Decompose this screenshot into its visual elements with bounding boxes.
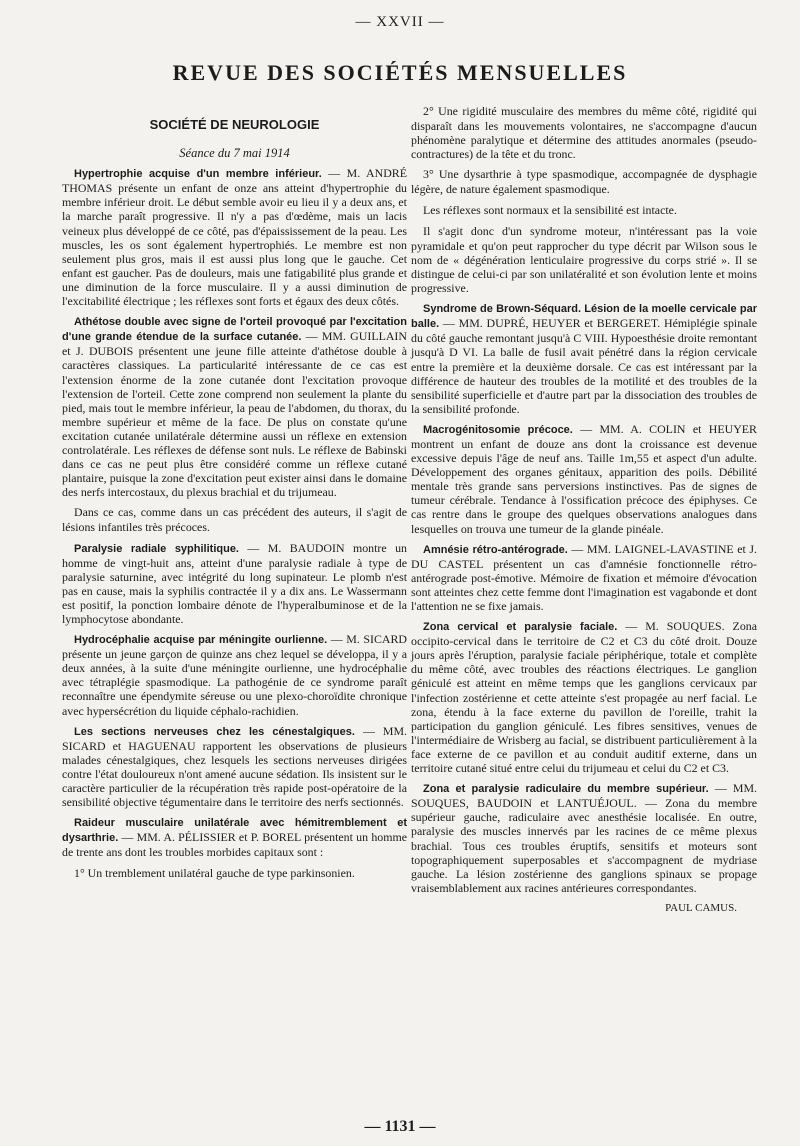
left-entry — [62, 815, 407, 859]
entry-body: — MM. SOUQUES, BAUDOIN et LANTUÉJOUL. — Zona du membre supérieur gauche, radiculaire avec anesthésie localisée. En outre, paralysie des muscles innervés par les racines de ce même plexus brachial. Tous ces troubles éruptifs, sensitifs et moteurs sont topographiquement superposables et s'accompagnent de mydriase gauche. La lésion zostérienne des ganglions spinaux se propage vraisemblablement aux racines antérieures correspondantes. — [411, 781, 757, 895]
right-entry — [411, 203, 757, 218]
section-title: SOCIÉTÉ DE NEUROLOGIE — [149, 117, 320, 132]
right-entry — [411, 167, 757, 196]
left-entry — [62, 632, 407, 718]
entry-title: Les sections nerveuses chez les cénestalgiques. — [74, 725, 355, 738]
entry-title: Zona et paralysie radiculaire du membre supérieur. — [423, 783, 709, 796]
seance-date: Séance du 7 mai 1914 — [179, 146, 290, 161]
entry-body: Dans ce cas, comme dans un cas précédent des auteurs, il s'agit de lésions infantiles très précoces. — [62, 505, 407, 535]
left-entry — [62, 541, 407, 627]
right-entry — [411, 301, 757, 416]
right-entry — [411, 781, 757, 895]
right-column — [411, 104, 757, 915]
entry-body: — M. SICARD présente un jeune garçon de quinze ans chez lequel se développa, il y a deux années, à la suite d'une méningite ourlienne, une hydrocéphalie avec tétraplégie spasmodique. La pathogénie de ce syndrome paraît reconnaître une épendymite séreuse ou une plexo-choroïdite chronique avec hypersécrétion du liquide céphalo-rachidien. — [62, 632, 407, 718]
entry-body: — M. SOUQUES. Zona occipito-cervical dans le territoire de C2 et C3 du côté droit. Douze jours après l'éruption, paralysie faciale périphérique, totale et complète du même côté, avec troubles des réactions électriques. Le ganglion géniculé est atteint en même temps que les ganglions cervicaux par l'infection zostérienne et cette atteinte s'est propagée au nerf facial. Le zona, étendu à la face externe du pavillon de l'oreille, trahit la participation du ganglion géniculé. Les fibres sensitives, venues de l'intermédiaire de Wrisberg au facial, se distribuent particulièrement à la face externe de ce pavillon et au conduit auditif externe, dans un territoire cutané situé entre celui du trijumeau et celui du C2 et C3. — [411, 619, 757, 776]
left-entry — [62, 505, 407, 534]
entry-body: — M. ANDRÉ THOMAS présente un enfant de onze ans atteint d'hypertrophie du membre inférieur droit. Le début semble avoir eu lieu il y a deux ans, et la marche paraît progressive. Il n'y a pas d'œdème, mais un lacis veineux plus développé de ce côté, pas d'épaississement de la peau. Les muscles, les os sont également hypertrophiés. Le membre est non seulement plus gros, mais il est aussi plus long que le gauche. Cet enfant est gaucher. Pas de douleurs, mais une fatigabilité plus grande et une diminution de la force musculaire. Il y a aussi diminution de l'excitabilité électrique ; les réflexes sont forts et égaux des deux côtés. — [62, 166, 407, 309]
entry-body: Les réflexes sont normaux et la sensibilité est intacte. — [423, 202, 677, 217]
page-title: REVUE DES SOCIÉTÉS MENSUELLES — [172, 60, 628, 85]
entry-title: Zona cervical et paralysie faciale. — [423, 621, 618, 634]
entry-body: — MM. A. PÉLISSIER et P. BOREL présentent un homme de trente ans dont les troubles morbides capitaux sont : — [62, 830, 407, 860]
right-entry — [411, 104, 757, 161]
entry-body: — MM. A. COLIN et HEUYER montrent un enfant de douze ans dont la croissance est devenue excessive depuis l'âge de neuf ans. Taille 1m,55 et aspect d'un adulte. Développement des organes génitaux, apparition des poils. Débilité mentale très grande sans perversions instinctives. Pas de signes de tumeur cérébrale. Tendance à l'ossification précoce des épiphyses. Ce cas rentre dans le groupe des quelques observations analogues dans lesquelles on trouva une tumeur de la glande pinéale. — [411, 421, 757, 536]
right-entry — [411, 224, 757, 295]
entry-body: 1° Un tremblement unilatéral gauche de type parkinsonien. — [74, 865, 355, 880]
left-column — [62, 104, 407, 887]
left-entry — [62, 314, 407, 499]
left-entry — [62, 166, 407, 308]
left-entry — [62, 866, 407, 881]
page-number: — 1131 — — [364, 1118, 436, 1135]
entry-title: Macrogénitosomie précoce. — [423, 423, 573, 436]
left-entry — [62, 724, 407, 810]
entry-title: Paralysie radiale syphilitique. — [74, 542, 239, 555]
entry-body: 3° Une dysarthrie à type spasmodique, accompagnée de dysphagie légère, de nature également spasmodique. — [411, 167, 757, 197]
entry-body: Il s'agit donc d'un syndrome moteur, n'intéressant pas la voie pyramidale et qu'on peut rapprocher du type décrit par Wilson sous le nom de « dégénération lenticulaire progressive du corps strié ». Il se distingue de celui-ci par son unilatéralité et son évolution lente et moins progressive. — [411, 223, 757, 296]
entry-body: — MM. LAIGNEL-LAVASTINE et J. DU CASTEL présentent un cas d'amnésie fonctionnelle rétro-antérograde post-émotive. Mémoire de fixation et mémoire d'évocation sont atteintes chez cette femme dont l'imagination est vagabonde et dont l'attention ne se fixe jamais. — [411, 541, 757, 613]
right-entry — [411, 542, 757, 613]
entry-title: Raideur musculaire unilatérale avec hémitremblement et dysarthrie. — [62, 817, 407, 845]
entry-title: Hydrocéphalie acquise par méningite ourlienne. — [74, 634, 328, 647]
right-entry — [411, 619, 757, 775]
entry-title: Amnésie rétro-antérograde. — [423, 543, 568, 556]
page-header-roman: — XXVII — — [355, 14, 445, 30]
entry-body: 2° Une rigidité musculaire des membres du même côté, rigidité qui disparaît dans les mouvements volontaires, ne s'accompagne d'aucun phénomène paralytique et détermine des attitudes anormales (pseudo-contractures) de la tête et du tronc. — [411, 104, 757, 162]
entry-body: — MM. SICARD et HAGUENAU rapportent les observations de plusieurs malades cénestalgiques, chez lesquels les sections nerveuses dirigées contre l'état douloureux n'ont amené aucune sédation. Ils insistent sur le caractère particulier de la récupération très rapide post-opératoire de la sensibilité objective tégumentaire dans le territoire des nerfs sectionnés. — [62, 723, 407, 810]
entry-title: Athétose double avec signe de l'orteil provoqué par l'excitation d'une grande étendue de la surface cutanée. — [62, 316, 407, 344]
entry-title: Syndrome de Brown-Séquard. Lésion de la moelle cervicale par balle. — [411, 303, 757, 331]
entry-title: Hypertrophie acquise d'un membre inférieur. — [74, 168, 322, 181]
entry-body: — M. BAUDOIN montre un homme de vingt-huit ans, atteint d'une paralysie radiale à type de paralysie saturnine, avec intégrité du long supinateur. Le plomb n'est pas en cause, mais la syphilis contractée il y a dix ans. Le Wassermann est positif, la ponction lombaire dénote de l'hyperalbuminose et de la lymphocytose abondante. — [62, 540, 407, 626]
entry-body: — MM. DUPRÉ, HEUYER et BERGERET. Hémiplégie spinale du côté gauche remontant jusqu'à C VIII. Hypoesthésie droite remontant jusqu'à D VI. La balle de fusil avait pénétré dans la région cervicale entre la première et la deuxième dorsale. Ce cas est intéressant par la différence de hauteur des troubles de la motilité et des troubles de la sensibilité superficielle et d'autre part par la dissociation des troubles de la sensibilité profonde. — [411, 316, 757, 416]
right-entry — [411, 422, 757, 536]
signature: PAUL CAMUS. — [665, 901, 737, 914]
entry-body: — MM. GUILLAIN et J. DUBOIS présentent une jeune fille atteinte d'athétose double à caractères classiques. La particularité intéressante de ce cas est l'extension énorme de la zone cutanée dont l'excitation provoque l'extension de l'orteil. Cette zone comprend non seulement la plante du pied, mais tout le membre inférieur, la peau de l'abdomen, du thorax, du membre supérieur et même de la face. De plus on constate qu'une excitation cutanée unilatérale détermine aussi un réflexe en extension controlatérale. Les réflexes de défense sont nuls. Le réflexe de Babinski dans ce cas ne peut plus être considéré comme un réflexe cutané plantaire, puisque la zone d'excitation peut exister ainsi dans le domaine des nerfs intercostaux, du plexus brachial et du trijumeau. — [62, 329, 407, 500]
